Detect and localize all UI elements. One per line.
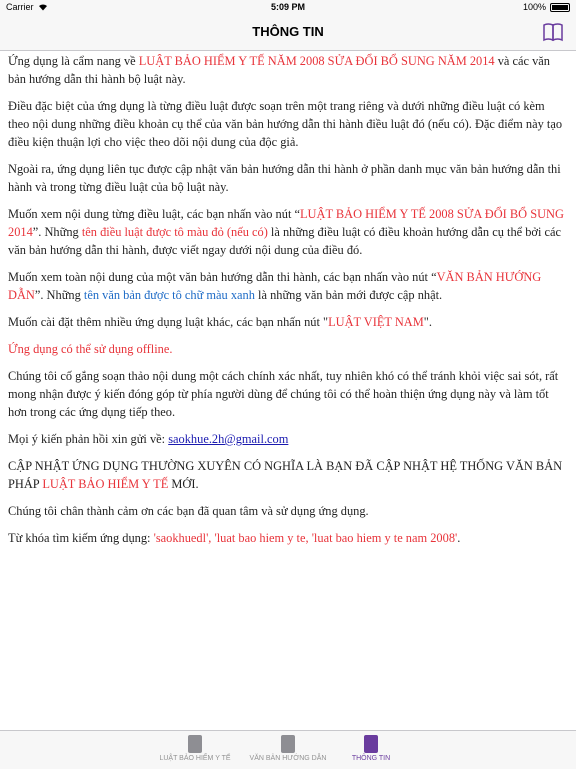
tab-label: VĂN BẢN HƯỚNG DẪN bbox=[249, 755, 327, 762]
text-span: ”. Những bbox=[32, 225, 82, 239]
tab-label: THÔNG TIN bbox=[351, 755, 391, 762]
text-span: Muốn xem nội dung từng điều luật, các bạn nhấn vào nút “ bbox=[8, 207, 300, 221]
text-span: ". bbox=[423, 315, 432, 329]
offline-note: Ứng dụng có thể sử dụng offline. bbox=[8, 342, 173, 356]
book-icon[interactable] bbox=[542, 21, 564, 43]
more-apps-paragraph bbox=[8, 313, 568, 331]
text-span: MỚI. bbox=[168, 477, 199, 491]
law-title-red: LUẬT BẢO HIỂM Y TẾ NĂM 2008 SỬA ĐỔI BỔ SUNG NĂM 2014 bbox=[138, 54, 495, 68]
text-span: Từ khóa tìm kiếm ứng dụng: bbox=[8, 531, 154, 545]
law-name-red: LUẬT BẢO HIỂM Y TẾ bbox=[42, 477, 169, 491]
navigation-bar bbox=[0, 14, 576, 51]
search-keywords: 'saokhuedl', 'luat bao hiem y te, 'luat bao hiem y te nam 2008' bbox=[153, 531, 458, 545]
intro-paragraph bbox=[8, 52, 568, 88]
feature-paragraph: Điều đặc biệt của ứng dụng là từng điều luật được soạn trên một trang riêng và dưới những điều luật có kèm theo nội dung những điều khoản cụ thể của văn bản hướng dẫn thi hành điều luật đó (nếu có). Đặc điểm này tạo điều kiện thuận lợi cho việc theo dõi nội dung của độc giả. bbox=[8, 99, 563, 149]
text-span: . bbox=[457, 531, 461, 545]
update-paragraph: Ngoài ra, ứng dụng liên tục được cập nhật văn bản hướng dẫn thi hành ở phần danh mục văn bản hướng dẫn thi hành và trong từng điều luật của bộ luật này. bbox=[8, 162, 561, 194]
text-span: là những điều luật có điều khoản hướng dẫn cụ thể bởi các văn bản hướng dẫn thi hành, được viết ngay dưới nội dung của điều đó. bbox=[8, 225, 562, 257]
text-span: Ứng dụng là cẩm nang về bbox=[8, 54, 139, 68]
text-span: Mọi ý kiến phản hồi xin gửi về: bbox=[8, 432, 169, 446]
keywords-paragraph bbox=[8, 529, 568, 547]
law-button-name-red: LUẬT BẢO HIỂM Y TẾ 2008 SỬA ĐỔI BỔ SUNG 2014 bbox=[8, 207, 564, 239]
guide-button-name-red: VĂN BẢN HƯỚNG DẪN bbox=[8, 270, 542, 302]
text-span: Muốn xem toàn nội dung của một văn bản hướng dẫn thi hành, các bạn nhấn vào nút “ bbox=[8, 270, 437, 284]
info-content bbox=[8, 52, 568, 556]
red-article-note: tên điều luật được tô màu đỏ (nếu có) bbox=[81, 225, 268, 239]
battery-icon bbox=[550, 3, 570, 12]
tab-label: LUẬT BẢO HIỂM Y TẾ bbox=[159, 755, 231, 762]
text-span: Muốn cài đặt thêm nhiều ứng dụng luật khác, các bạn nhấn nút " bbox=[8, 315, 329, 329]
disclaimer-paragraph: Chúng tôi cố gắng soạn thảo nội dung một cách chính xác nhất, tuy nhiên khó có thể tránh khỏi việc sai sót, rất mong nhận được ý kiến đóng góp từ phía người dùng để chúng tôi có thể hoàn thiện ứng dụng này và làm tốt hơn trong các ứng dụng tiếp theo. bbox=[8, 369, 559, 419]
update-notice-paragraph bbox=[8, 457, 568, 493]
blue-document-note: tên văn bản được tô chữ màu xanh bbox=[83, 288, 255, 302]
text-span: CẬP NHẬT ỨNG DỤNG THƯỜNG XUYÊN CÓ NGHĨA LÀ BẠN ĐÃ CẬP NHẬT HỆ THỐNG VĂN BẢN PHÁP bbox=[8, 459, 563, 491]
battery-percent: 100% bbox=[522, 2, 546, 12]
status-bar bbox=[0, 0, 576, 14]
tab-bar bbox=[0, 730, 576, 769]
text-span: ”. Những bbox=[34, 288, 84, 302]
tab-info[interactable] bbox=[316, 733, 426, 762]
document-icon bbox=[188, 735, 202, 753]
email-link[interactable]: saokhue.2h@gmail.com bbox=[168, 432, 289, 446]
status-right bbox=[523, 2, 570, 12]
thanks-paragraph: Chúng tôi chân thành cảm ơn các bạn đã quan tâm và sử dụng ứng dụng. bbox=[8, 504, 369, 518]
status-time: 5:09 PM bbox=[270, 2, 305, 12]
text-span: là những văn bản mới được cập nhật. bbox=[254, 288, 443, 302]
document-icon bbox=[364, 735, 378, 753]
vietnam-law-button-name: LUẬT VIỆT NAM bbox=[328, 315, 424, 329]
law-button-paragraph bbox=[8, 205, 568, 259]
document-icon bbox=[281, 735, 295, 753]
guide-button-paragraph bbox=[8, 268, 568, 304]
page-title: THÔNG TIN bbox=[252, 24, 324, 39]
feedback-paragraph bbox=[8, 430, 568, 448]
carrier-label: Carrier bbox=[6, 2, 34, 12]
text-span: và các văn bản hướng dẫn thi hành bộ luật này. bbox=[8, 54, 550, 86]
